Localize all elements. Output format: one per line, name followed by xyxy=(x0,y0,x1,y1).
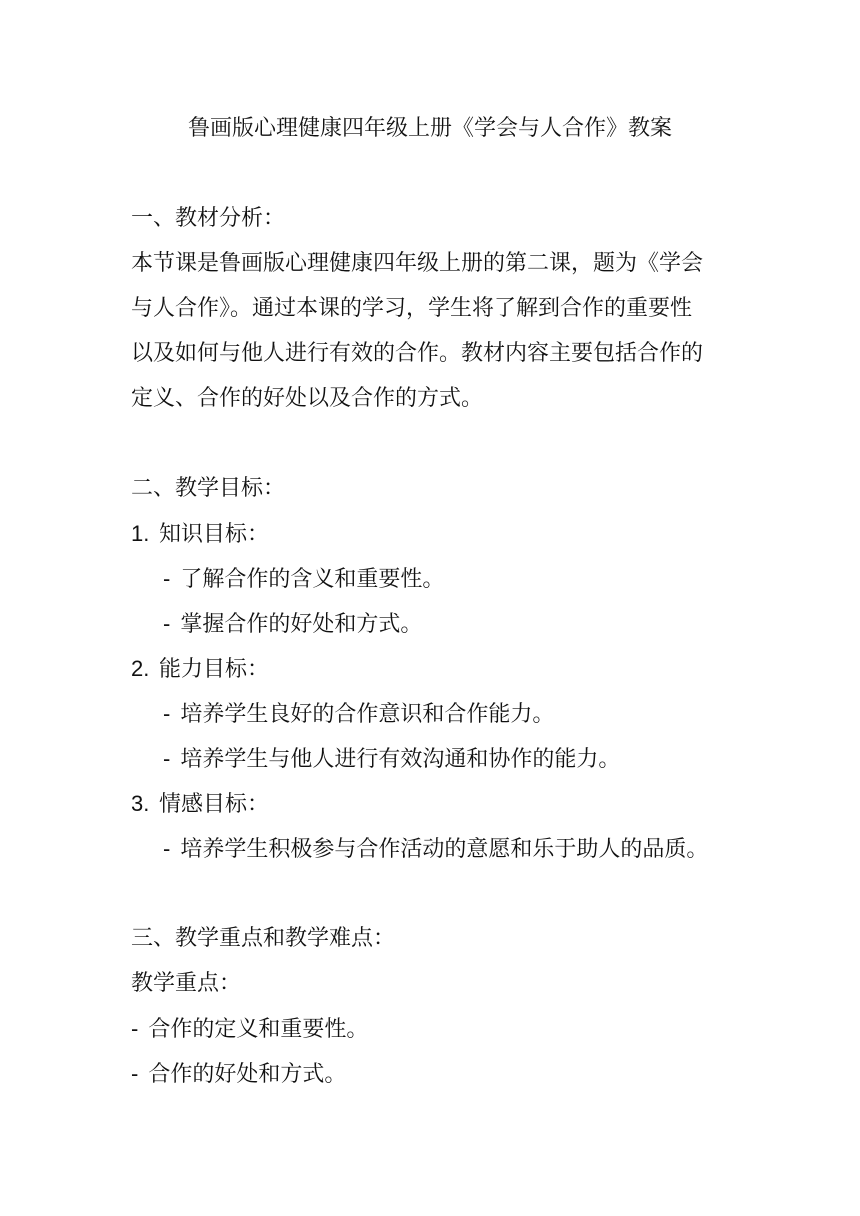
list-item xyxy=(163,568,444,591)
bullet-dash: - xyxy=(163,701,171,726)
key-points-label: 教学重点： xyxy=(131,971,242,996)
bullet-dash: - xyxy=(131,1061,139,1086)
section-heading-goals: 二、教学目标： xyxy=(131,476,286,501)
list-number: 1. xyxy=(131,521,150,546)
paragraph-line: 与人合作》。通过本课的学习，学生将了解到合作的重要性 xyxy=(131,296,693,321)
bullet-dash: - xyxy=(163,566,171,591)
list-item xyxy=(131,1018,368,1041)
goal-ability xyxy=(131,658,269,681)
goal-label: 知识目标： xyxy=(159,522,270,547)
list-item-text: 合作的定义和重要性。 xyxy=(148,1017,369,1042)
bullet-dash: - xyxy=(163,836,171,861)
list-number: 3. xyxy=(131,791,150,816)
goal-knowledge xyxy=(131,523,269,546)
list-item-text: 合作的好处和方式。 xyxy=(148,1062,347,1087)
goal-emotion xyxy=(131,793,269,816)
goal-label: 能力目标： xyxy=(159,657,270,682)
paragraph-line: 本节课是鲁画版心理健康四年级上册的第二课，题为《学会 xyxy=(131,251,704,276)
list-item xyxy=(163,838,708,861)
section-heading-materials: 一、教材分析： xyxy=(131,206,286,231)
list-item xyxy=(163,703,554,726)
document-title: 鲁画版心理健康四年级上册《学会与人合作》教案 xyxy=(187,116,672,141)
list-item xyxy=(131,1063,346,1086)
goal-label: 情感目标： xyxy=(159,792,270,817)
bullet-dash: - xyxy=(163,611,171,636)
list-number: 2. xyxy=(131,656,150,681)
bullet-dash: - xyxy=(131,1016,139,1041)
list-item xyxy=(163,613,422,636)
list-item xyxy=(163,748,620,771)
paragraph-line: 以及如何与他人进行有效的合作。教材内容主要包括合作的 xyxy=(131,341,704,366)
list-item-text: 培养学生良好的合作意识和合作能力。 xyxy=(180,702,555,727)
section-heading-key-points: 三、教学重点和教学难点： xyxy=(131,926,396,951)
list-item-text: 了解合作的含义和重要性。 xyxy=(180,567,445,592)
list-item-text: 培养学生积极参与合作活动的意愿和乐于助人的品质。 xyxy=(180,837,709,862)
bullet-dash: - xyxy=(163,746,171,771)
list-item-text: 掌握合作的好处和方式。 xyxy=(180,612,423,637)
paragraph-line: 定义、合作的好处以及合作的方式。 xyxy=(131,386,484,411)
list-item-text: 培养学生与他人进行有效沟通和协作的能力。 xyxy=(180,747,621,772)
